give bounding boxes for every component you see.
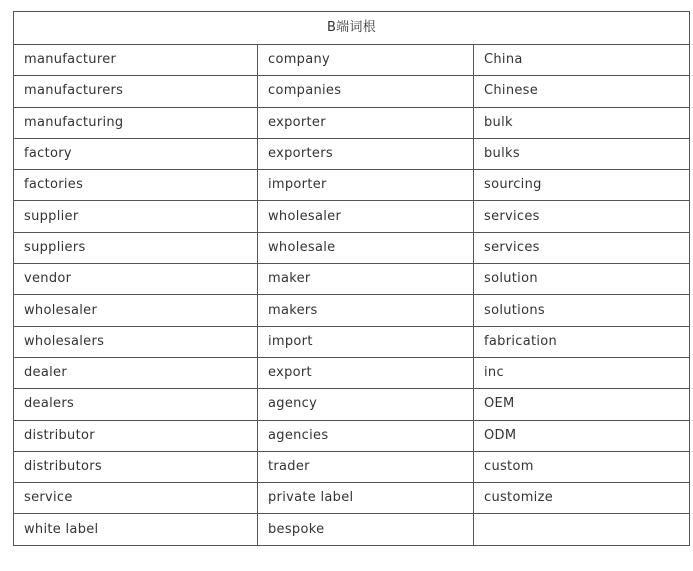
- table-cell: manufacturer: [14, 45, 258, 76]
- table-cell: dealers: [14, 389, 258, 420]
- table-row: [14, 326, 690, 357]
- table-cell: private label: [258, 483, 474, 514]
- table-cell: solutions: [474, 295, 690, 326]
- table-cell: distributor: [14, 420, 258, 451]
- table-cell: bespoke: [258, 514, 474, 545]
- table-cell: suppliers: [14, 232, 258, 263]
- table-cell: factory: [14, 138, 258, 169]
- table-cell: agency: [258, 389, 474, 420]
- table-row: [14, 514, 690, 545]
- table-cell: factories: [14, 170, 258, 201]
- table-row: [14, 357, 690, 388]
- table-cell: [474, 514, 690, 545]
- table-cell: ODM: [474, 420, 690, 451]
- table-row: [14, 138, 690, 169]
- table-cell: bulk: [474, 107, 690, 138]
- table-row: [14, 295, 690, 326]
- table-row: [14, 264, 690, 295]
- table-cell: inc: [474, 357, 690, 388]
- table-row: [14, 45, 690, 76]
- table-cell: fabrication: [474, 326, 690, 357]
- table-cell: manufacturers: [14, 76, 258, 107]
- table-row: [14, 201, 690, 232]
- table-header-row: [14, 12, 690, 45]
- table-cell: custom: [474, 451, 690, 482]
- table-row: [14, 232, 690, 263]
- table-row: [14, 76, 690, 107]
- table-body: [14, 45, 690, 546]
- table-cell: customize: [474, 483, 690, 514]
- table-cell: makers: [258, 295, 474, 326]
- table-cell: vendor: [14, 264, 258, 295]
- table-row: [14, 420, 690, 451]
- table-cell: wholesaler: [258, 201, 474, 232]
- table-cell: service: [14, 483, 258, 514]
- table-cell: bulks: [474, 138, 690, 169]
- table-cell: manufacturing: [14, 107, 258, 138]
- table-cell: solution: [474, 264, 690, 295]
- keyword-table: [13, 11, 690, 546]
- table-cell: white label: [14, 514, 258, 545]
- table-row: [14, 170, 690, 201]
- table-cell: importer: [258, 170, 474, 201]
- table-cell: import: [258, 326, 474, 357]
- table-row: [14, 483, 690, 514]
- keyword-table-container: [13, 11, 689, 546]
- table-cell: services: [474, 201, 690, 232]
- table-title: B端词根: [14, 12, 690, 45]
- table-cell: wholesale: [258, 232, 474, 263]
- table-cell: wholesalers: [14, 326, 258, 357]
- table-cell: company: [258, 45, 474, 76]
- table-cell: export: [258, 357, 474, 388]
- table-cell: exporter: [258, 107, 474, 138]
- table-cell: dealer: [14, 357, 258, 388]
- table-cell: maker: [258, 264, 474, 295]
- table-cell: wholesaler: [14, 295, 258, 326]
- table-row: [14, 389, 690, 420]
- table-cell: Chinese: [474, 76, 690, 107]
- table-cell: China: [474, 45, 690, 76]
- table-cell: sourcing: [474, 170, 690, 201]
- table-row: [14, 107, 690, 138]
- table-cell: exporters: [258, 138, 474, 169]
- table-cell: supplier: [14, 201, 258, 232]
- table-row: [14, 451, 690, 482]
- table-cell: agencies: [258, 420, 474, 451]
- table-cell: distributors: [14, 451, 258, 482]
- table-cell: services: [474, 232, 690, 263]
- table-cell: companies: [258, 76, 474, 107]
- table-cell: OEM: [474, 389, 690, 420]
- table-cell: trader: [258, 451, 474, 482]
